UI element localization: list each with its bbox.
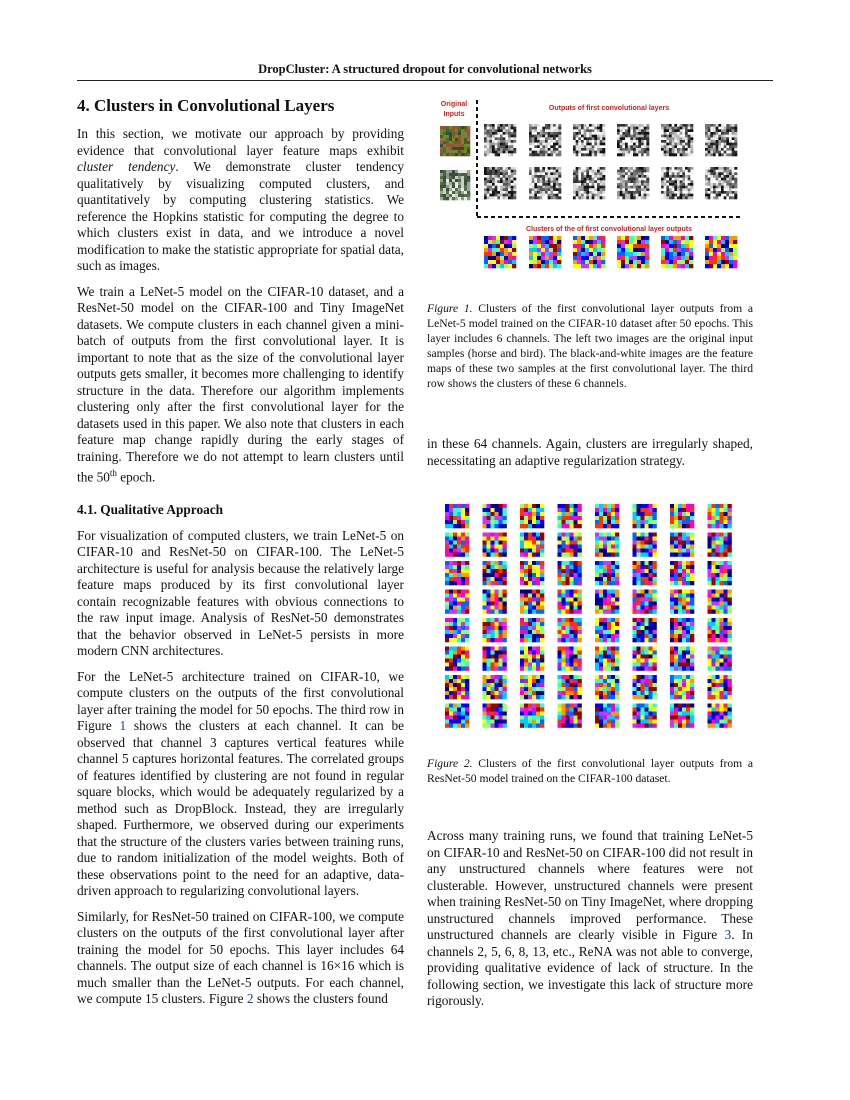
fig1-input-bird (440, 170, 470, 200)
fig2-cluster-map (483, 561, 507, 585)
fig2-cluster-map (595, 533, 619, 557)
right-continued-text (427, 436, 753, 469)
fig2-cluster-map (595, 561, 619, 585)
fig2-cluster-map (483, 504, 507, 528)
fig2-cluster-map (520, 618, 544, 642)
fig2-cluster-map (558, 504, 582, 528)
fig2-cluster-grid (445, 504, 732, 728)
fig2-cluster-map (520, 590, 544, 614)
fig2-cluster-map (708, 590, 732, 614)
section-4-heading: 4. Clusters in Convolutional Layers (77, 96, 335, 115)
fig1-input-horse (440, 126, 470, 156)
right-final-text (427, 828, 753, 1010)
fig2-cluster-map (708, 561, 732, 585)
fig2-cluster-map (520, 504, 544, 528)
fig2-cluster-map (445, 618, 469, 642)
fig1-cluster-map (617, 236, 649, 268)
fig1-feature-map (617, 167, 649, 199)
fig1-feature-map (617, 124, 649, 156)
fig2-cluster-map (670, 618, 694, 642)
fig2-cluster-map (558, 561, 582, 585)
fig2-cluster-map (558, 590, 582, 614)
section-4-1-heading: 4.1. Qualitative Approach (77, 501, 224, 517)
fig2-cluster-map (445, 647, 469, 671)
fig2-cluster-map (708, 704, 732, 728)
fig2-cluster-map (595, 647, 619, 671)
fig1-feature-map (484, 167, 516, 199)
figure-2-caption: Figure 2. Clusters of the first convolutional layer outputs from a ResNet-50 model trained on the CIFAR-100 dataset. (427, 757, 753, 785)
fig2-cluster-map (520, 675, 544, 699)
fig1-feature-map (661, 167, 693, 199)
fig2-cluster-map (445, 504, 469, 528)
running-title: DropCluster: A structured dropout for convolutional networks (258, 62, 592, 76)
fig2-cluster-map (483, 704, 507, 728)
section-4-1-paragraph-2: For the LeNet-5 architecture trained on CIFAR-10, we compute clusters on the outputs of the first convolutional layer after training the model for 50 epochs. The third row in Figure 1 shows the clusters at each channel. It can be observed that channel 3 captures vertical features while channel 5 captures horizontal features. The correlated groups of features identified by clustering are not found in regular square blocks, which would be adequately regularized by a method such as DropBlock. Instead, they are irregularly shaped. Furthermore, we observed during our experiments that the structure of the clusters varies between training runs, due to random initialization of the model weights. Both of these observations point to the need for an adaptive, data-driven approach to regularizing convolutional layers. (77, 668, 404, 899)
fig1-feature-map (573, 167, 605, 199)
figure-3-ref-link[interactable]: 3 (724, 927, 732, 942)
fig2-cluster-map (633, 618, 657, 642)
fig2-cluster-map (633, 647, 657, 671)
fig2-cluster-map (595, 675, 619, 699)
fig1-feature-map (661, 124, 693, 156)
fig1-input-images (440, 126, 470, 200)
figure-1-caption: Figure 1. Clusters of the first convolutional layer outputs from a LeNet-5 model trained on the CIFAR-10 dataset after 50 epochs. This layer includes 6 channels. The left two images are the original input samples (horse and bird). The black-and-white images are the feature maps of these two samples at the first convolutional layer. The third row shows the clusters of these 6 channels. (427, 302, 753, 390)
fig2-cluster-map (670, 561, 694, 585)
fig2-cluster-map (520, 561, 544, 585)
fig1-feature-map (705, 124, 737, 156)
fig1-cluster-map (573, 236, 605, 268)
fig1-cluster-map (705, 236, 737, 268)
fig2-cluster-map (483, 647, 507, 671)
figure-1-caption-block (427, 301, 753, 391)
section-4-paragraph-2: We train a LeNet-5 model on the CIFAR-10 dataset, and a ResNet-50 model on the CIFAR-100 and Tiny ImageNet datasets. We compute clusters in each channel given a mini-batch of outputs from the first convolutional layer. It is important to note that as the size of the convolutional layer outputs gets smaller, it becomes more challenging to identify structure in the data. Therefore our algorithm implements clustering only after the first convolutional layer for the datasets used in this paper. We also note that clusters in each feature map change rapidly during the early stages of training. Therefore we do not attempt to learn clusters until the 50th epoch. (77, 283, 404, 485)
fig2-cluster-map (670, 704, 694, 728)
fig1-label-inputs: Inputs (443, 111, 465, 118)
fig2-cluster-map (483, 618, 507, 642)
fig2-cluster-map (445, 533, 469, 557)
section-4-1-paragraph-3: Similarly, for ResNet-50 trained on CIFAR-100, we compute clusters on the outputs of the first convolutional layer after training the model for 50 epochs. This layer includes 64 channels. The output size of each channel is 16×16 which is much smaller than the LeNet-5 outputs. For each channel, we compute 15 clusters. Figure 2 shows the clusters found (77, 908, 404, 1007)
fig2-cluster-map (595, 618, 619, 642)
figure-1-image (427, 98, 753, 278)
fig2-cluster-map (445, 561, 469, 585)
fig1-feature-map (529, 124, 561, 156)
section-4-1-paragraph-1: For visualization of computed clusters, we train LeNet-5 on CIFAR-10 and ResNet-50 on CIFAR-100. The LeNet-5 architecture is useful for analysis because the relatively large feature maps produced by its first convolutional layer contain recognizable features with obvious connections to the raw input image. Analysis of ResNet-50 demonstrates that the behavior observed in LeNet-5 persists in more modern CNN architectures. (77, 527, 404, 659)
fig1-cluster-map (529, 236, 561, 268)
fig2-cluster-map (558, 533, 582, 557)
figure-2-image (437, 498, 747, 738)
fig2-cluster-map (633, 704, 657, 728)
fig2-cluster-map (670, 590, 694, 614)
fig2-cluster-map (708, 647, 732, 671)
fig1-label-clusters: Clusters of the of first convolutional layer outputs (525, 226, 693, 233)
fig2-cluster-map (445, 590, 469, 614)
fig1-feature-map (484, 124, 516, 156)
fig1-feature-map (705, 167, 737, 199)
fig2-cluster-map (595, 590, 619, 614)
fig2-cluster-map (633, 561, 657, 585)
fig1-cluster-map (484, 236, 516, 268)
fig2-cluster-map (483, 590, 507, 614)
section-4-paragraph-1: In this section, we motivate our approach by providing evidence that convolutional layer feature maps exhibit cluster tendency. We demonstrate cluster tendency qualitatively by visualizing computed clusters, and quantitatively by computing clustering statistics. We reference the Hopkins statistic for computing the degree to which clusters exist in data, and we introduce a novel modification to make the statistic appropriate for spatial data, such as images. (77, 126, 404, 273)
fig1-feature-maps (484, 124, 737, 199)
fig2-cluster-map (520, 647, 544, 671)
fig2-cluster-map (558, 618, 582, 642)
fig2-cluster-map (483, 675, 507, 699)
fig2-cluster-map (670, 533, 694, 557)
fig2-cluster-map (708, 504, 732, 528)
fig2-cluster-map (520, 704, 544, 728)
fig1-label-original: Original (440, 101, 468, 108)
fig2-cluster-map (558, 675, 582, 699)
header-rule (77, 80, 773, 81)
fig2-cluster-map (708, 533, 732, 557)
figure-2-caption-block (427, 756, 753, 786)
fig2-cluster-map (445, 675, 469, 699)
fig2-cluster-map (445, 704, 469, 728)
fig2-cluster-map (670, 675, 694, 699)
fig2-cluster-map (633, 533, 657, 557)
fig1-cluster-map (661, 236, 693, 268)
section-4-1-paragraph-4: Across many training runs, we found that training LeNet-5 on CIFAR-10 and ResNet-50 on CIFAR-100 did not result in any unstructured channels where features were not clusterable. However, unstructured channels were present when training ResNet-50 on Tiny ImageNet, where dropping unstructured channels improved performance. These unstructured channels are clearly visible in Figure 3. In channels 2, 5, 6, 8, 13, etc., ReNA was not able to converge, providing qualitative evidence of lack of structure. In the following section, we investigate this lack of structure more rigorously. (427, 828, 753, 1008)
fig2-cluster-map (520, 533, 544, 557)
fig1-feature-map (573, 124, 605, 156)
figure-2-ref-link[interactable]: 2 (246, 991, 254, 1007)
fig1-cluster-maps (484, 236, 737, 268)
fig2-cluster-map (633, 504, 657, 528)
section-4-1-paragraph-3-continued: in these 64 channels. Again, clusters are irregularly shaped, necessitating an adaptive regularization strategy. (427, 436, 753, 468)
fig1-label-outputs: Outputs of first convolutional layers (548, 105, 670, 112)
fig2-cluster-map (558, 704, 582, 728)
fig2-cluster-map (670, 504, 694, 528)
fig2-cluster-map (708, 675, 732, 699)
fig2-cluster-map (595, 504, 619, 528)
figure-1-ref-link[interactable]: 1 (119, 718, 127, 734)
fig2-cluster-map (558, 647, 582, 671)
fig2-cluster-map (708, 618, 732, 642)
fig2-cluster-map (670, 647, 694, 671)
fig2-cluster-map (633, 675, 657, 699)
left-column (77, 90, 404, 1008)
fig1-feature-map (529, 167, 561, 199)
fig2-cluster-map (595, 704, 619, 728)
fig2-cluster-map (633, 590, 657, 614)
fig2-cluster-map (483, 533, 507, 557)
